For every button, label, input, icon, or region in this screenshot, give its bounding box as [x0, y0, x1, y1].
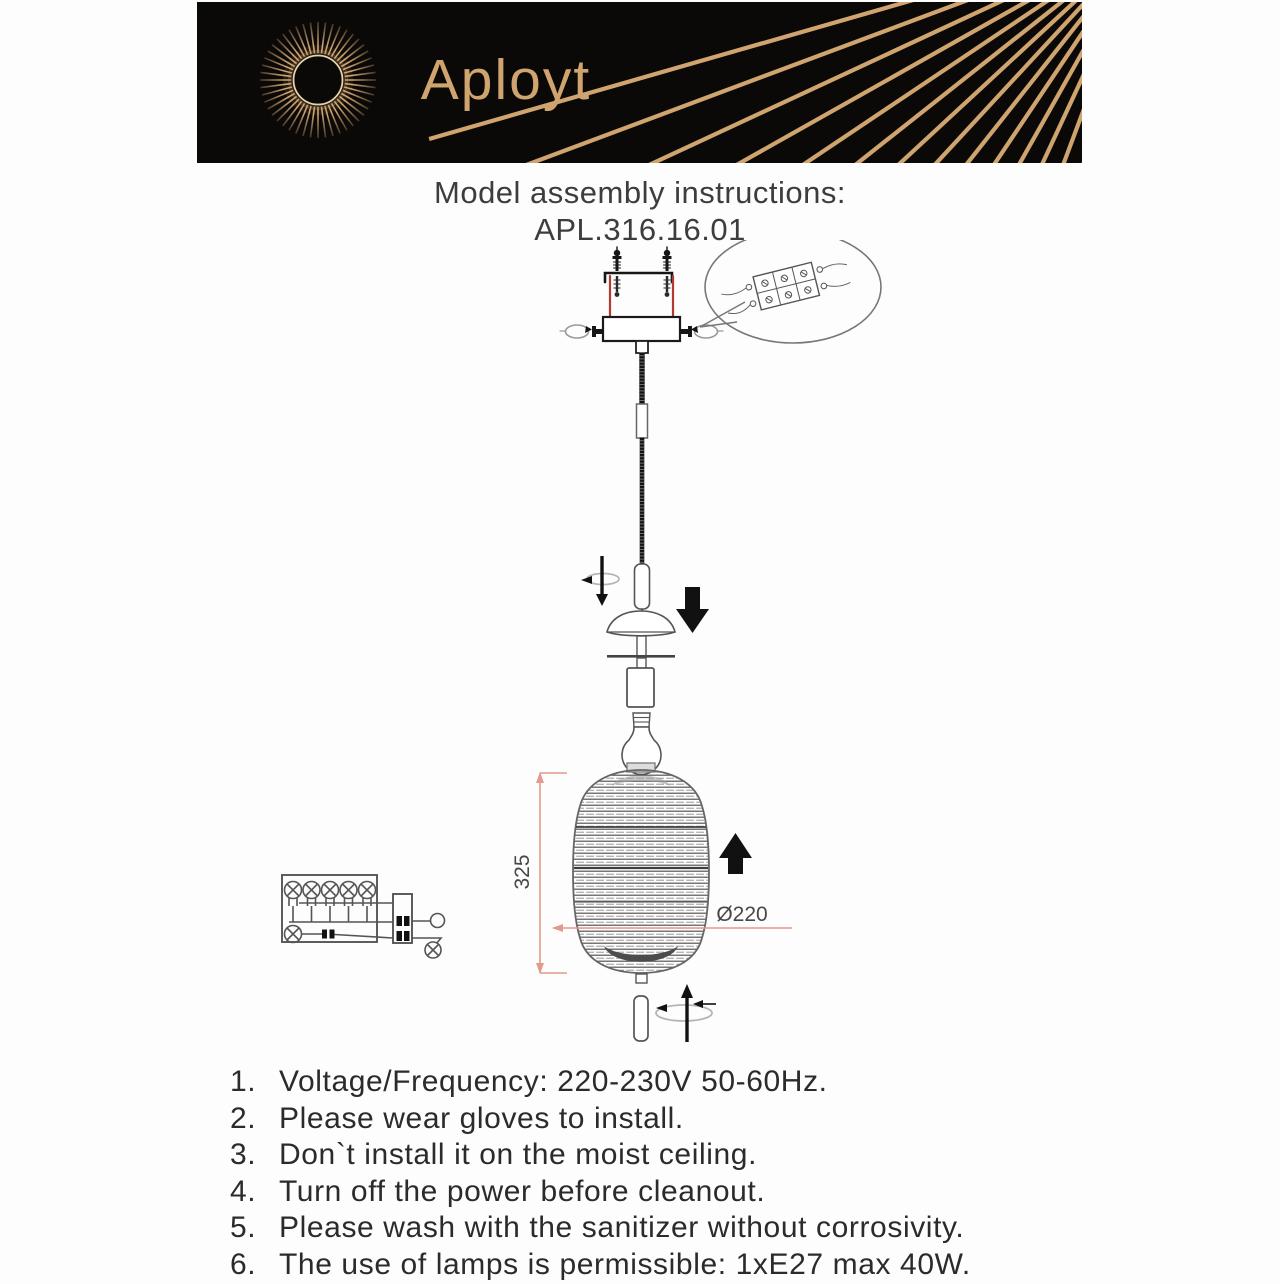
- item-text: Please wash with the sanitizer without corrosivity.: [279, 1211, 965, 1245]
- list-item: [230, 1101, 1130, 1138]
- canopy-screws: [614, 276, 670, 297]
- item-number: 1.: [230, 1065, 257, 1098]
- rotate-up-arrow-icon: [656, 984, 716, 1042]
- instruction-list: [230, 1064, 1130, 1284]
- item-text: Please wear gloves to install.: [279, 1101, 684, 1135]
- cable-sleeve: [637, 404, 648, 438]
- up-arrow-icon: [719, 833, 752, 874]
- bottom-finial: [634, 996, 648, 1041]
- item-number: 4.: [230, 1174, 257, 1208]
- lampshade: [573, 763, 709, 983]
- item-text: Turn off the power before cleanout.: [279, 1174, 766, 1208]
- item-text: Don`t install it on the moist ceiling.: [279, 1138, 757, 1172]
- shade-bottom-nub: [636, 974, 647, 983]
- starburst-logo-icon: [255, 17, 381, 143]
- cord-grip: [635, 564, 650, 609]
- canopy-base: [603, 317, 680, 341]
- terminal-block-callout: [700, 240, 881, 343]
- diameter-label: Ø220: [716, 903, 768, 926]
- down-arrow-icon: [676, 587, 709, 633]
- rotate-down-arrow-icon: [581, 556, 619, 606]
- item-number: 2.: [230, 1101, 257, 1135]
- suspension-cable: [635, 352, 650, 616]
- item-number: 5.: [230, 1211, 257, 1245]
- brand-banner: [197, 2, 1082, 163]
- item-text: Voltage/Frequency: 220-230V 50-60Hz.: [279, 1065, 828, 1098]
- ceiling-mount: [560, 247, 723, 353]
- list-item: [230, 1247, 1130, 1284]
- canopy-stem: [636, 341, 648, 353]
- side-screw-left: [560, 325, 604, 338]
- list-item: [230, 1210, 1130, 1247]
- page-title: Model assembly instructions:: [434, 175, 846, 210]
- item-number: 6.: [230, 1247, 257, 1281]
- shade-disc: [607, 655, 675, 658]
- list-item: [230, 1064, 1130, 1101]
- list-item: [230, 1137, 1130, 1174]
- terminal-block-sketch: [719, 254, 852, 318]
- lamp-socket: [627, 668, 654, 707]
- brand-name: Aployt: [420, 48, 592, 112]
- height-dimension: [511, 772, 567, 974]
- shade-top-cover: [607, 611, 675, 669]
- assembly-diagram: [230, 240, 910, 1070]
- item-number: 3.: [230, 1138, 257, 1172]
- model-number: APL.316.16.01: [534, 212, 746, 247]
- mounting-screws: [613, 247, 672, 271]
- height-label: 325: [511, 854, 534, 890]
- wiring-diagram: [282, 875, 445, 958]
- list-item: [230, 1174, 1130, 1211]
- banner-art: [197, 2, 1082, 163]
- item-text: The use of lamps is permissible: 1xE27 max 40W.: [279, 1247, 971, 1281]
- mounting-bar: [605, 273, 672, 282]
